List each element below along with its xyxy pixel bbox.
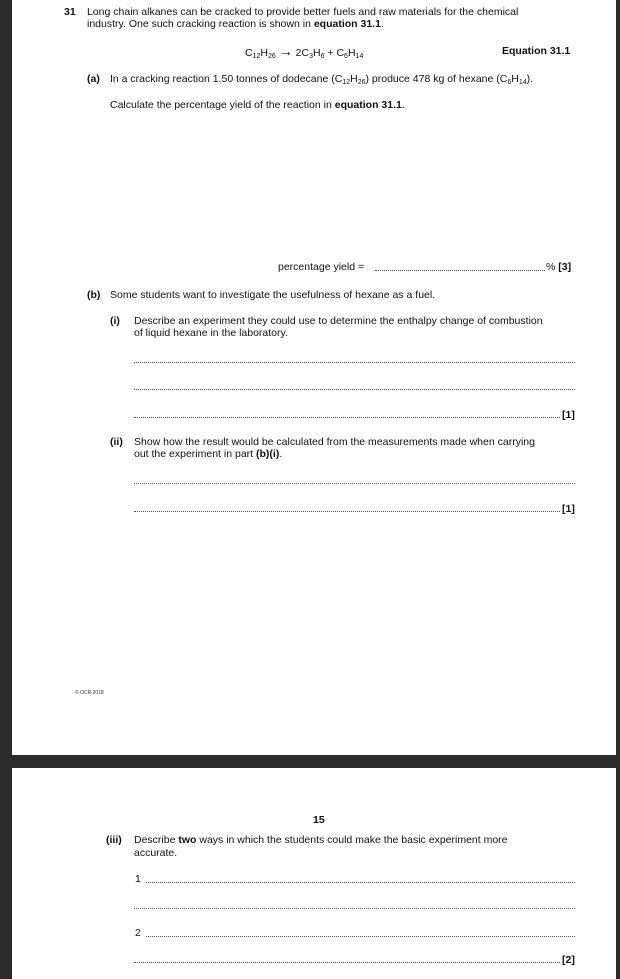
part-biii-line1: Describe two ways in which the students could make the basic experiment more [134,834,508,846]
answer-line[interactable] [146,882,575,883]
percentage-yield-label: percentage yield = [278,261,365,273]
part-bii-line1: Show how the result would be calculated from the measurements made when carrying [134,436,535,448]
page-separator [0,755,620,768]
part-a-line1: In a cracking reaction 1.50 tonnes of dodecane $(C_{12}H_{26})$ produce 478 kg of hexane $(C_6H_{14})$. [110,73,534,86]
part-bii-label: (ii) [110,436,123,448]
answer-item-number-1: 1 [135,873,141,885]
part-biii-label: (iii) [106,834,122,846]
answer-line[interactable] [134,483,575,484]
question-intro-line2: industry. One such cracking reaction is shown in equation 31.1. [87,18,384,30]
answer-line[interactable] [134,362,575,363]
answer-line[interactable] [134,908,575,909]
cracking-equation: $C_{12}H_{26} \to 2C_3H_6 + C_6H_{14}$ [245,43,364,60]
page-left-border [0,0,12,755]
part-biii-line2: accurate. [134,847,178,859]
question-number: 31 [64,6,76,18]
page-number: 15 [313,814,325,826]
percentage-yield-answer-line[interactable] [375,270,545,271]
part-bi-line2: of liquid hexane in the laboratory. [134,327,288,339]
answer-line[interactable] [134,389,575,390]
answer-line[interactable] [134,417,560,418]
part-b-text: Some students want to investigate the usefulness of hexane as a fuel. [110,289,436,301]
part-biii-marks: [2] [562,954,575,966]
part-b-label: (b) [87,289,101,301]
part-bi-line1: Describe an experiment they could use to determine the enthalpy change of combustion [134,315,543,327]
part-bi-label: (i) [110,315,120,327]
answer-line[interactable] [146,936,575,937]
exam-page-2 [0,768,620,979]
page-right-border [616,768,620,979]
equation-label: Equation 31.1 [502,45,571,57]
answer-line[interactable] [134,962,560,963]
page-right-border [616,0,620,755]
copyright-footer: © OCR 2018 [75,690,104,696]
part-bii-marks: [1] [562,503,575,515]
answer-line[interactable] [134,511,560,512]
part-a-label: (a) [87,73,100,85]
percentage-yield-unit-marks: % [3] [546,261,572,273]
question-intro-line1: Long chain alkanes can be cracked to provide better fuels and raw materials for the chemical [87,6,519,18]
page-left-border [0,768,12,979]
answer-item-number-2: 2 [135,927,141,939]
part-bii-line2: out the experiment in part (b)(i). [134,448,283,460]
part-a-line2: Calculate the percentage yield of the reaction in equation 31.1. [110,99,405,111]
part-bi-marks: [1] [562,409,575,421]
